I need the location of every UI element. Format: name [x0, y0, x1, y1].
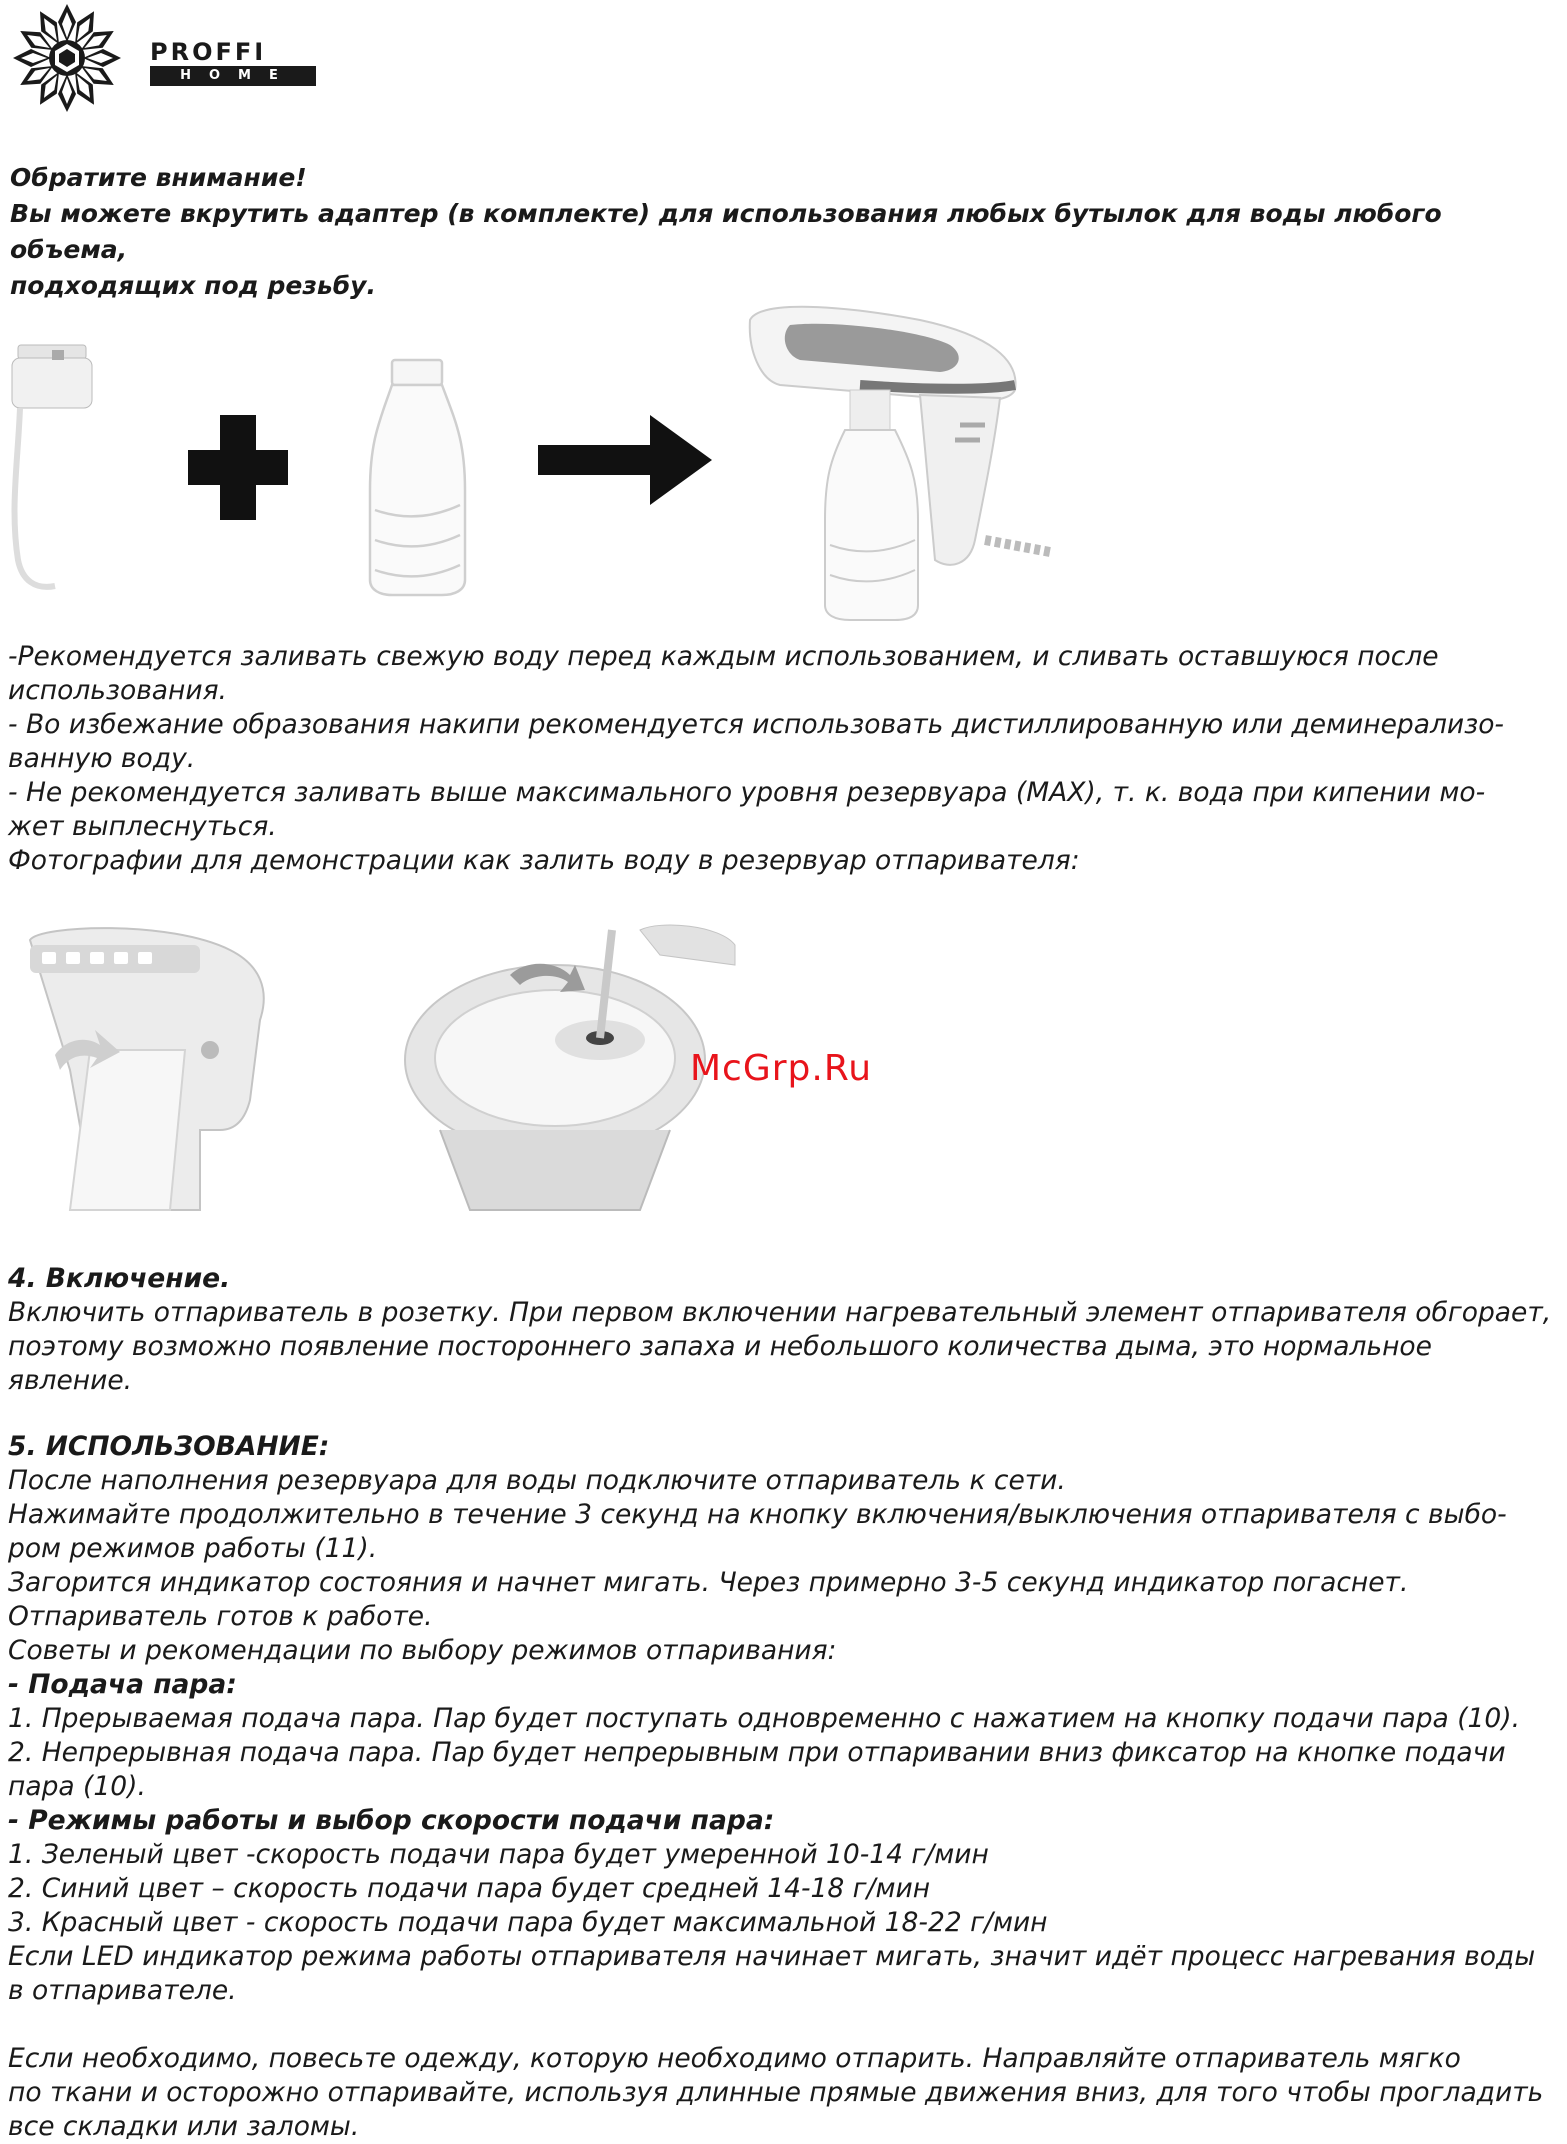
section-power-on — [8, 1262, 1560, 1398]
notice-title: Обратите внимание! — [10, 163, 307, 192]
tip-line: ванную воду. — [8, 743, 196, 774]
section-line: После наполнения резервуара для воды подключите отпариватель к сети. — [8, 1465, 1066, 1496]
section-line: Включить отпариватель в розетку. При первом включении нагревательный элемент отпаривателя обгорает, — [8, 1297, 1552, 1328]
brand-sub: HOME — [150, 66, 316, 86]
bottle-icon — [370, 360, 465, 595]
tip-line: жет выплеснуться. — [8, 811, 277, 842]
brand-name: PROFFI — [150, 38, 267, 66]
section-title: 5. ИСПОЛЬЗОВАНИЕ: — [8, 1431, 330, 1462]
section-line: явление. — [8, 1365, 133, 1396]
subsection-title: - Подача пара: — [8, 1669, 237, 1700]
spacer — [8, 2008, 1560, 2042]
adapter-assembly-illustration — [0, 290, 1567, 630]
water-tank-open-icon — [405, 925, 735, 1210]
notice-line: Вы можете вкрутить адаптер (в комплекте) для использования любых бутылок для воды любого объема, — [10, 199, 1442, 264]
section-line: пара (10). — [8, 1771, 146, 1802]
section-line: 1. Прерываемая подача пара. Пар будет поступать одновременно с нажатием на кнопку подачи пара (10). — [8, 1703, 1521, 1734]
section-line: Если необходимо, повесьте одежду, которую необходимо отпарить. Направляйте отпариватель мягко — [8, 2043, 1461, 2074]
steamer-with-bottle-icon — [750, 307, 1050, 620]
snowflake-logo-icon — [5, 2, 135, 114]
adapter-icon — [12, 345, 92, 587]
section-line: ром режимов работы (11). — [8, 1533, 378, 1564]
watermark: McGrp.Ru — [690, 1048, 873, 1089]
section-line: по ткани и осторожно отпаривайте, используя длинные прямые движения вниз, для того чтобы прогладить — [8, 2077, 1544, 2108]
brand-logo — [5, 2, 315, 114]
tip-line: использования. — [8, 675, 227, 706]
section-line: в отпаривателе. — [8, 1975, 237, 2006]
section-line: Загорится индикатор состояния и начнет мигать. Через примерно 3-5 секунд индикатор погаснет. — [8, 1567, 1409, 1598]
plus-icon — [188, 415, 288, 520]
section-line: 3. Красный цвет - скорость подачи пара будет максимальной 18-22 г/мин — [8, 1907, 1048, 1938]
subsection-title: - Режимы работы и выбор скорости подачи пара: — [8, 1805, 775, 1836]
notice-block — [10, 160, 1560, 304]
section-line: поэтому возможно появление постороннего запаха и небольшого количества дыма, это нормальное — [8, 1331, 1432, 1362]
tip-line: Фотографии для демонстрации как залить воду в резервуар отпаривателя: — [8, 845, 1080, 876]
section-line: Нажимайте продолжительно в течение 3 секунд на кнопку включения/выключения отпаривателя с выбо- — [8, 1499, 1507, 1530]
section-line: 2. Непрерывная подача пара. Пар будет непрерывным при отпаривании вниз фиксатор на кнопке подачи — [8, 1737, 1506, 1768]
tip-line: - Не рекомендуется заливать выше максимального уровня резервуара (MAX), т. к. вода при кипении мо- — [8, 777, 1486, 808]
section-line: все складки или заломы. — [8, 2111, 360, 2142]
section-title: 4. Включение. — [8, 1263, 231, 1294]
section-usage — [8, 1430, 1560, 2144]
steamer-tank-icon — [30, 928, 264, 1210]
section-line: Если LED индикатор режима работы отпаривателя начинает мигать, значит идёт процесс нагревания воды — [8, 1941, 1536, 1972]
arrow-right-icon — [538, 415, 712, 505]
section-line: 1. Зеленый цвет -скорость подачи пара будет умеренной 10-14 г/мин — [8, 1839, 989, 1870]
water-tips — [8, 640, 1560, 878]
section-line: Отпариватель готов к работе. — [8, 1601, 433, 1632]
section-line: 2. Синий цвет – скорость подачи пара будет средней 14-18 г/мин — [8, 1873, 931, 1904]
section-line: Советы и рекомендации по выбору режимов отпаривания: — [8, 1635, 837, 1666]
tip-line: -Рекомендуется заливать свежую воду перед каждым использованием, и сливать оставшуюся после — [8, 641, 1439, 672]
notice-line: подходящих под резьбу. — [10, 271, 376, 300]
tip-line: - Во избежание образования накипи рекомендуется использовать дистиллированную или деминерализо- — [8, 709, 1504, 740]
